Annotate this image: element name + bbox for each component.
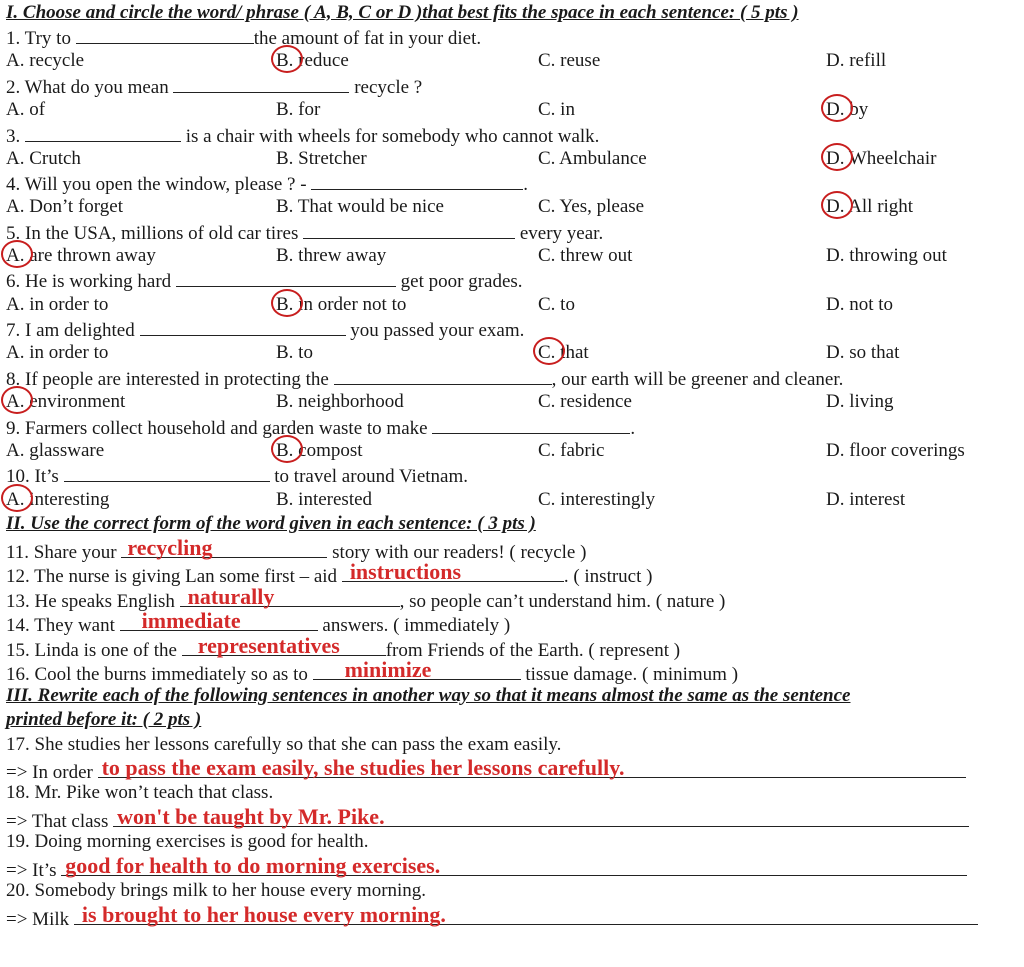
question-18: 18. Mr. Pike won’t teach that class.: [6, 782, 274, 803]
option-a: A. interesting: [6, 488, 109, 512]
answer-blank: [140, 317, 346, 336]
handwritten-answer: is brought to her house every morning.: [81, 902, 446, 927]
handwritten-answer: immediate: [141, 608, 241, 633]
answer-circle: [271, 435, 303, 463]
answer-circle: [821, 94, 853, 122]
option-d: D. so that: [826, 342, 900, 363]
answer-circle: [271, 45, 303, 73]
option-b: B. Stretcher: [276, 148, 367, 169]
option-c: C. fabric: [538, 440, 605, 461]
handwritten-answer: minimize: [344, 657, 432, 682]
question-7: 7. I am delighted you passed your exam.: [6, 317, 524, 343]
answer-blank: [173, 74, 349, 93]
answer-blank: [303, 220, 515, 239]
question-4: 4. Will you open the window, please ? - .: [6, 171, 528, 197]
option-b: B. That would be nice: [276, 196, 444, 217]
section-2-heading: II. Use the correct form of the word given in each sentence: ( 3 pts ): [6, 513, 536, 534]
option-c: C. residence: [538, 391, 632, 412]
answer-blank: [113, 806, 969, 827]
answer-blank: [180, 586, 400, 607]
option-b: B. interested: [276, 489, 373, 510]
question-11: 11. Share your recycling story with our readers! ( recycle ): [6, 535, 587, 563]
answer-blank: [342, 561, 564, 582]
question-6: 6. He is working hard get poor grades.: [6, 268, 523, 294]
option-b: B. in order not to: [276, 293, 406, 317]
option-a: A. in order to: [6, 342, 109, 363]
option-d: D. refill: [826, 50, 887, 71]
option-c: C. reuse: [538, 50, 601, 71]
handwritten-answer: instructions: [349, 559, 462, 584]
option-d: D. not to: [826, 294, 894, 315]
question-5: 5. In the USA, millions of old car tires every year.: [6, 220, 603, 246]
answer-blank: [176, 268, 396, 287]
question-15: 15. Linda is one of the representatives from Friends of the Earth. ( represent ): [6, 633, 681, 661]
option-a: A. of: [6, 99, 46, 120]
handwritten-answer: good for health to do morning exercises.: [65, 853, 441, 878]
option-a: A. are thrown away: [6, 244, 156, 268]
answer-blank: [76, 25, 254, 44]
option-b: B. neighborhood: [276, 391, 404, 412]
answer-blank: [61, 855, 967, 876]
option-c: C. in: [538, 99, 575, 120]
section-1-heading: I. Choose and circle the word/ phrase ( A, B, C or D )that best fits the space in each sentence: ( 5 pts ): [6, 2, 799, 23]
question-10: 10. It’s to travel around Vietnam.: [6, 463, 468, 489]
answer-blank: [334, 366, 552, 385]
answer-circle: [533, 337, 565, 365]
question-16: 16. Cool the burns immediately so as to minimize tissue damage. ( minimum ): [6, 657, 739, 685]
option-a: A. Crutch: [6, 148, 81, 169]
question-17: 17. She studies her lessons carefully so that she can pass the exam easily.: [6, 734, 562, 755]
option-d: D. interest: [826, 489, 906, 510]
option-a: A. recycle: [6, 50, 85, 71]
answer-blank: [313, 659, 521, 680]
rewrite-20: => Milk is brought to her house every morning.: [6, 904, 978, 932]
option-c: C. threw out: [538, 245, 633, 266]
option-b: B. reduce: [276, 49, 349, 73]
answer-circle: [821, 143, 853, 171]
question-19: 19. Doing morning exercises is good for health.: [6, 831, 369, 852]
handwritten-answer: recycling: [127, 535, 213, 560]
handwritten-answer: naturally: [187, 584, 275, 609]
answer-blank: [64, 463, 270, 482]
option-b: B. to: [276, 342, 313, 363]
question-20: 20. Somebody brings milk to her house every morning.: [6, 880, 427, 901]
question-3: 3. is a chair with wheels for somebody who cannot walk.: [6, 123, 599, 149]
answer-blank: [121, 537, 327, 558]
option-d: D. Wheelchair: [826, 147, 936, 171]
rewrite-19: => It’s good for health to do morning exercises.: [6, 855, 967, 883]
answer-circle: [1, 386, 33, 414]
option-d: D. floor coverings: [826, 440, 965, 461]
question-2: 2. What do you mean recycle ?: [6, 74, 422, 100]
answer-blank: [74, 904, 978, 925]
answer-blank: [98, 757, 966, 778]
rewrite-18: => That class won't be taught by Mr. Pike.: [6, 806, 969, 834]
option-c: C. Ambulance: [538, 148, 647, 169]
answer-circle: [271, 289, 303, 317]
answer-circle: [1, 240, 33, 268]
answer-circle: [821, 191, 853, 219]
option-c: C. that: [538, 341, 589, 365]
question-13: 13. He speaks English naturally , so people can’t understand him. ( nature ): [6, 584, 726, 612]
option-a: A. environment: [6, 390, 125, 414]
option-d: D. All right: [826, 195, 913, 219]
option-b: B. compost: [276, 439, 363, 463]
option-a: A. in order to: [6, 294, 109, 315]
handwritten-answer: representatives: [197, 633, 340, 658]
question-14: 14. They want immediate answers. ( immediately ): [6, 608, 511, 636]
option-a: A. glassware: [6, 440, 105, 461]
section-3-heading: III. Rewrite each of the following sentences in another way so that it means almost the same as the sentence: [6, 685, 851, 706]
question-9: 9. Farmers collect household and garden waste to make .: [6, 415, 635, 441]
answer-blank: [120, 610, 318, 631]
answer-blank: [182, 635, 386, 656]
answer-blank: [311, 171, 523, 190]
rewrite-17: => In order to pass the exam easily, she studies her lessons carefully.: [6, 757, 966, 785]
option-c: C. Yes, please: [538, 196, 645, 217]
option-b: B. threw away: [276, 245, 387, 266]
option-d: D. by: [826, 98, 868, 122]
answer-blank: [25, 123, 181, 142]
question-1: 1. Try to the amount of fat in your diet.: [6, 25, 481, 51]
option-c: C. interestingly: [538, 489, 656, 510]
option-c: C. to: [538, 294, 575, 315]
answer-blank: [432, 415, 630, 434]
option-b: B. for: [276, 99, 321, 120]
handwritten-answer: won't be taught by Mr. Pike.: [117, 804, 385, 829]
option-d: D. living: [826, 391, 894, 412]
question-12: 12. The nurse is giving Lan some first – aid instructions . ( instruct ): [6, 559, 653, 587]
question-8: 8. If people are interested in protecting the , our earth will be greener and cleaner.: [6, 366, 843, 392]
section-3-heading-cont: printed before it: ( 2 pts ): [6, 709, 202, 730]
option-d: D. throwing out: [826, 245, 947, 266]
handwritten-answer: to pass the exam easily, she studies her lessons carefully.: [101, 755, 625, 780]
option-a: A. Don’t forget: [6, 196, 123, 217]
answer-circle: [1, 484, 33, 512]
